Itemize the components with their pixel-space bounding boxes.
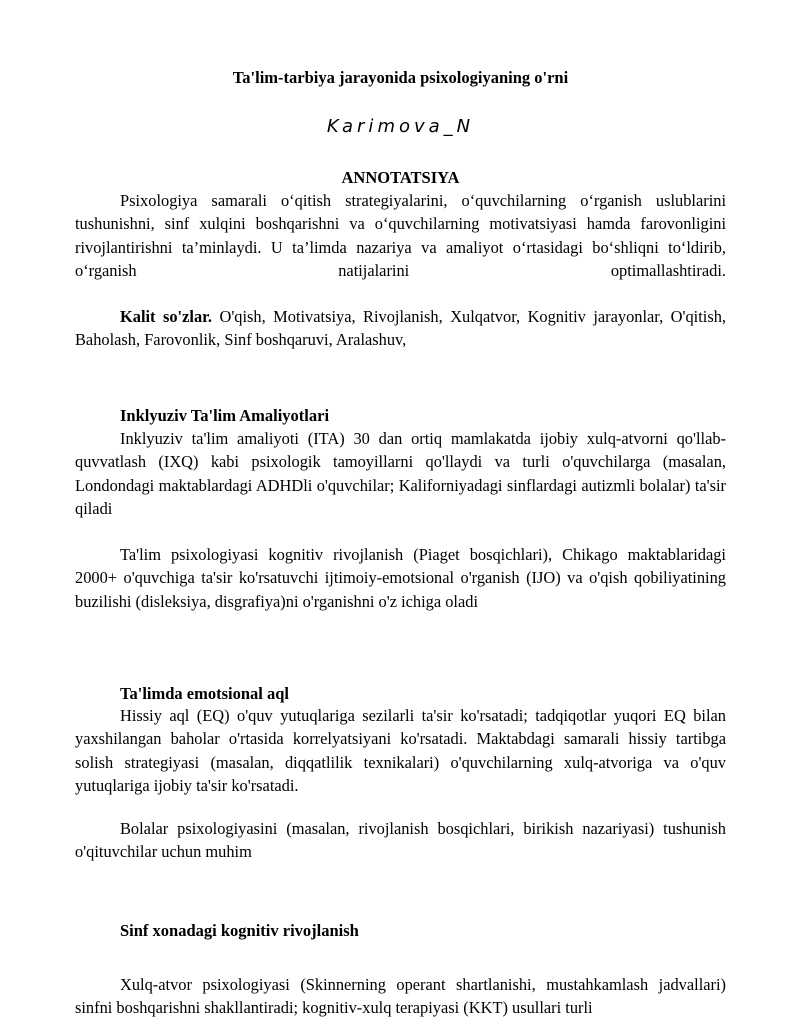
keywords-label: Kalit so'zlar. bbox=[120, 307, 213, 326]
document-page bbox=[75, 0, 726, 1035]
section-heading-inclusive: Inklyuziv Ta'lim Amaliyotlari bbox=[120, 406, 330, 425]
section-paragraph: Ta'lim psixologiyasi kognitiv rivojlanish (Piaget bosqichlari), Chikago maktablaridagi 2000+ o'quvchiga ta'sir ko'rsatuvchi ijtimoiy-emotsional o'rganish (IJO) va o'qish qobiliyatining buzilishi (disleksiya, disgrafiya)ni o'rganishni o'z ichiga oladi bbox=[75, 545, 726, 611]
section-heading-emotional: Ta'limda emotsional aql bbox=[120, 684, 290, 703]
section-paragraph: Xulq-atvor psixologiyasi (Skinnerning operant shartlanishi, mustahkamlash jadvallari) sinfni boshqarishni shakllantiradi; kognitiv-xulq terapiyasi (KKT) usullari turli bbox=[75, 975, 726, 1018]
keywords-text: O'qish, Motivatsiya, Rivojlanish, Xulqatvor, Kognitiv jarayonlar, O'qitish, Baholash, Farovonlik, Sinf boshqaruvi, Aralashuv, bbox=[75, 307, 726, 350]
section-paragraph: Bolalar psixologiyasini (masalan, rivojlanish bosqichlari, birikish nazariyasi) tushunish o'qituvchilar uchun muhim bbox=[75, 819, 726, 862]
section-paragraph: Inklyuziv ta'lim amaliyoti (ITA) 30 dan ortiq mamlakatda ijobiy xulq-atvorni qo'llab-quvvatlash (IXQ) kabi psixologik tamoyillarni qo'llaydi va turli o'quvchilarga (masalan, Londondagi maktablardagi ADHDli o'quvchilar; Kaliforniyadagi sinflardagi autizmli bolalar) ta'sir qiladi bbox=[75, 429, 726, 518]
paper-title: Ta'lim-tarbiya jarayonida psixologiyaning o'rni bbox=[232, 68, 569, 87]
keywords-paragraph bbox=[75, 305, 726, 352]
author-signature: Karimova_N bbox=[326, 116, 475, 137]
section-paragraph: Hissiy aql (EQ) o'quv yutuqlariga sezilarli ta'sir ko'rsatadi; tadqiqotlar yuqori EQ bilan yaxshilangan baholar o'rtasida korrelyatsiyani ko'rsatadi. Maktabdagi samarali hissiy tartibga solish strategiyasi (masalan, diqqatlilik texnikalari) o'quvchilarning xulq-atvoriga va o'quv yutuqlariga ijobiy ta'sir ko'rsatadi. bbox=[75, 706, 726, 795]
abstract-heading: ANNOTATSIYA bbox=[341, 168, 460, 187]
section-heading-cognitive: Sinf xonadagi kognitiv rivojlanish bbox=[120, 921, 359, 940]
abstract-paragraph: Psixologiya samarali o‘qitish strategiyalarini, o‘quvchilarning o‘rganish uslublarini tushunishni, sinf xulqini boshqarishni va o‘quvchilarning motivatsiyasi hamda farovonligini rivojlantirishni ta’minlaydi. U ta’limda nazariya va amaliyot o‘rtasidagi bo‘shliqni to‘ldirib, o‘rganish natijalarini optimallashtiradi. bbox=[75, 191, 726, 280]
